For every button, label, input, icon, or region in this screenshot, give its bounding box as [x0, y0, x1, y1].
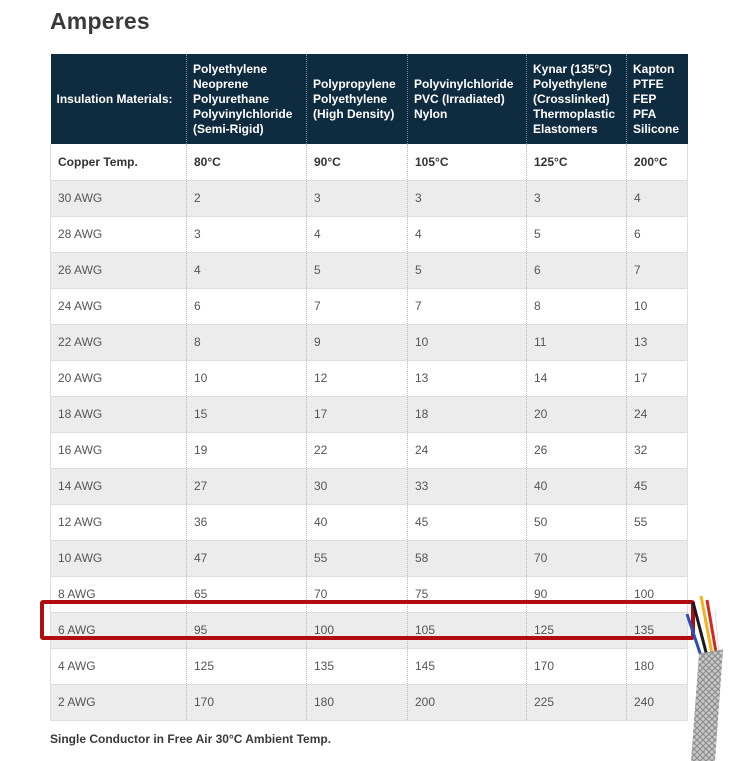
table-row [51, 397, 688, 433]
table-row [51, 577, 688, 613]
table-cell: 24 AWG [51, 289, 187, 325]
table-cell: 6 [187, 289, 307, 325]
table-cell: 3 [307, 181, 408, 217]
header-line: Kynar (135°C) [533, 61, 612, 76]
header-line: Polyurethane [193, 91, 270, 106]
table-cell: 5 [408, 253, 527, 289]
table-cell: 7 [307, 289, 408, 325]
table-cell: 6 [627, 217, 688, 253]
table-cell: 9 [307, 325, 408, 361]
table-cell: 28 AWG [51, 217, 187, 253]
table-cell: 12 [307, 361, 408, 397]
table-row [51, 433, 688, 469]
table-cell: 30 [307, 469, 408, 505]
header-column-4 [527, 54, 627, 144]
header-line: Polypropylene [313, 76, 396, 91]
table-cell: 170 [527, 649, 627, 685]
table-body [51, 144, 688, 721]
copper-temp-row [51, 144, 688, 181]
table-cell: 20 AWG [51, 361, 187, 397]
table-cell: 24 [408, 433, 527, 469]
table-cell: 6 [527, 253, 627, 289]
table-cell: 170 [187, 685, 307, 721]
header-insulation-label: Insulation Materials: [51, 54, 187, 144]
header-line: FEP [633, 91, 657, 106]
table-cell: 19 [187, 433, 307, 469]
table-cell: 16 AWG [51, 433, 187, 469]
header-column-3 [408, 54, 527, 144]
page-title: Amperes [50, 8, 150, 34]
table-cell: 75 [627, 541, 688, 577]
table-cell: 32 [627, 433, 688, 469]
table-cell: 55 [627, 505, 688, 541]
table-cell: 50 [527, 505, 627, 541]
table-cell: 58 [408, 541, 527, 577]
table-cell: 22 [307, 433, 408, 469]
table-cell: 4 [307, 217, 408, 253]
table-cell: 145 [408, 649, 527, 685]
table-cell: 18 AWG [51, 397, 187, 433]
table-cell: 8 AWG [51, 577, 187, 613]
table-cell: 17 [627, 361, 688, 397]
table-cell: 80°C [187, 144, 307, 181]
table-cell: 4 [408, 217, 527, 253]
table-row [51, 217, 688, 253]
table-cell: 2 [187, 181, 307, 217]
table-cell: 13 [627, 325, 688, 361]
table-cell: 3 [408, 181, 527, 217]
table-cell: 100 [307, 613, 408, 649]
table-header-row [51, 54, 688, 144]
table-cell: Copper Temp. [51, 144, 187, 181]
table-cell: 7 [408, 289, 527, 325]
braided-cable-image [685, 596, 731, 761]
table-cell: 4 [187, 253, 307, 289]
table-cell: 14 AWG [51, 469, 187, 505]
table-cell: 24 [627, 397, 688, 433]
table-cell: 33 [408, 469, 527, 505]
table-cell: 100 [627, 577, 688, 613]
table-cell: 14 [527, 361, 627, 397]
header-line: Polyethylene [533, 76, 608, 91]
table-cell: 2 AWG [51, 685, 187, 721]
table-cell: 8 [527, 289, 627, 325]
table-cell: 10 AWG [51, 541, 187, 577]
table-cell: 3 [527, 181, 627, 217]
table-cell: 70 [527, 541, 627, 577]
table-cell: 5 [307, 253, 408, 289]
header-line: (High Density) [313, 106, 395, 121]
table-row [51, 325, 688, 361]
header-column-1 [187, 54, 307, 144]
table-cell: 8 [187, 325, 307, 361]
header-line: Nylon [414, 106, 448, 121]
table-cell: 13 [408, 361, 527, 397]
header-line: PTFE [633, 76, 664, 91]
table-cell: 6 AWG [51, 613, 187, 649]
header-line: (Crosslinked) [533, 91, 610, 106]
table-cell: 4 [627, 181, 688, 217]
ampacity-table [50, 54, 688, 721]
table-cell: 47 [187, 541, 307, 577]
header-line: Kapton [633, 61, 675, 76]
table-cell: 5 [527, 217, 627, 253]
table-row [51, 289, 688, 325]
table-cell: 55 [307, 541, 408, 577]
table-cell: 10 [627, 289, 688, 325]
table-row [51, 505, 688, 541]
header-line: Polyvinylchloride [414, 76, 514, 91]
table-cell: 125 [527, 613, 627, 649]
table-cell: 125°C [527, 144, 627, 181]
header-line: Thermoplastic [533, 106, 616, 121]
table-cell: 4 AWG [51, 649, 187, 685]
table-row [51, 253, 688, 289]
table-cell: 65 [187, 577, 307, 613]
footnote: Single Conductor in Free Air 30°C Ambient Temp. [50, 732, 332, 746]
table-cell: 10 [187, 361, 307, 397]
table-cell: 26 AWG [51, 253, 187, 289]
table-cell: 90 [527, 577, 627, 613]
ampacity-table-container [50, 54, 687, 721]
table-cell: 18 [408, 397, 527, 433]
table-cell: 27 [187, 469, 307, 505]
table-row [51, 541, 688, 577]
table-cell: 45 [627, 469, 688, 505]
header-line: Polyethylene [193, 61, 268, 76]
table-cell: 36 [187, 505, 307, 541]
header-column-2 [307, 54, 408, 144]
table-cell: 105°C [408, 144, 527, 181]
table-cell: 17 [307, 397, 408, 433]
header-line: PVC (Irradiated) [414, 91, 505, 106]
table-cell: 11 [527, 325, 627, 361]
table-row [51, 469, 688, 505]
table-cell: 200 [408, 685, 527, 721]
table-cell: 105 [408, 613, 527, 649]
table-cell: 180 [307, 685, 408, 721]
header-line: (Semi-Rigid) [193, 121, 264, 136]
table-cell: 3 [187, 217, 307, 253]
table-cell: 200°C [627, 144, 688, 181]
header-column-5 [627, 54, 688, 144]
table-row [51, 685, 688, 721]
table-cell: 15 [187, 397, 307, 433]
table-cell: 225 [527, 685, 627, 721]
table-cell: 45 [408, 505, 527, 541]
header-line: Elastomers [533, 121, 598, 136]
header-line: Neoprene [193, 76, 249, 91]
table-cell: 95 [187, 613, 307, 649]
header-line: Polyvinylchloride [193, 106, 293, 121]
table-row [51, 649, 688, 685]
table-cell: 26 [527, 433, 627, 469]
header-line: PFA [633, 106, 657, 121]
table-cell: 7 [627, 253, 688, 289]
header-line: Silicone [633, 121, 680, 136]
table-cell: 30 AWG [51, 181, 187, 217]
table-cell: 40 [527, 469, 627, 505]
table-cell: 20 [527, 397, 627, 433]
table-cell: 22 AWG [51, 325, 187, 361]
table-cell: 240 [627, 685, 688, 721]
table-cell: 70 [307, 577, 408, 613]
table-cell: 10 [408, 325, 527, 361]
table-cell: 40 [307, 505, 408, 541]
table-cell: 135 [307, 649, 408, 685]
table-cell: 12 AWG [51, 505, 187, 541]
table-cell: 90°C [307, 144, 408, 181]
table-row [51, 361, 688, 397]
table-cell: 75 [408, 577, 527, 613]
table-row [51, 181, 688, 217]
header-line: Polyethylene [313, 91, 388, 106]
table-row [51, 613, 688, 649]
table-cell: 180 [627, 649, 688, 685]
table-cell: 135 [627, 613, 688, 649]
table-cell: 125 [187, 649, 307, 685]
